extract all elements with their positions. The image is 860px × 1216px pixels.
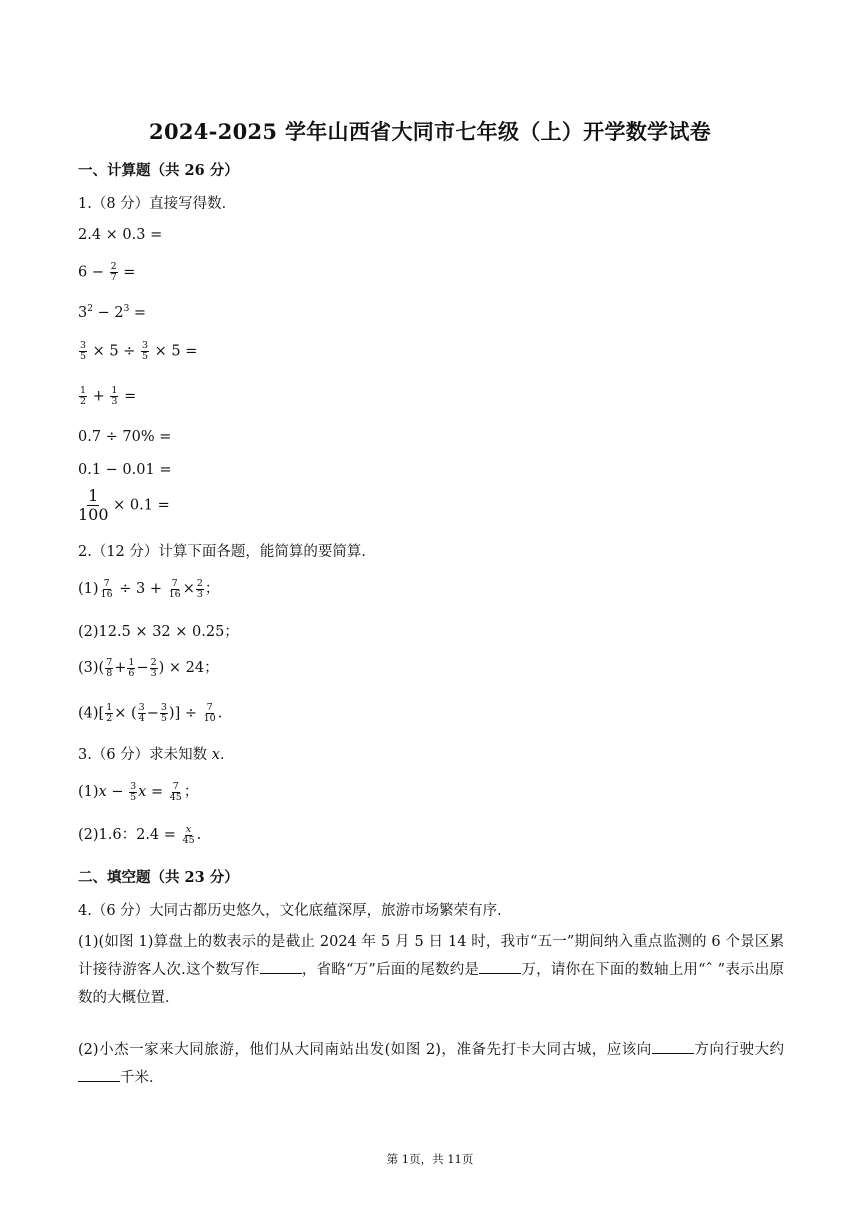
math-text: 5	[160, 713, 167, 724]
math-text: 3	[142, 340, 149, 351]
fraction	[79, 386, 87, 407]
math-text: 1	[106, 702, 113, 713]
math-text: × (	[114, 705, 137, 722]
page-title: 2024-2025 学年山西省大同市七年级（上）开学数学试卷	[149, 119, 711, 144]
math-text: 1	[88, 486, 99, 505]
q3-part-1	[78, 780, 198, 803]
q1-item-b	[78, 262, 135, 283]
math-text: 1	[111, 385, 118, 396]
math-text: 6	[128, 667, 135, 679]
answer-blank	[652, 1039, 694, 1054]
math-text: ÷ 3 +	[119, 581, 162, 597]
math-text: 3	[160, 702, 167, 713]
fraction	[150, 658, 158, 679]
math-text: 7	[110, 272, 117, 283]
math-text: 3	[130, 780, 137, 792]
answer-blank	[78, 1067, 120, 1082]
math-text: 3.（6 分）求未知数	[78, 747, 208, 763]
math-text: 5	[80, 351, 87, 362]
math-text: 2	[150, 656, 157, 668]
math-text: 4	[138, 713, 145, 724]
math-text: 7	[206, 702, 213, 713]
q2-part-2: (2)12.5 × 32 × 0.25；	[78, 624, 239, 640]
math-text: ) × 24；	[158, 660, 219, 676]
math-text: 5	[142, 351, 149, 362]
math-text: 万，请你在下面的数轴上用“ˆ ”表示出原数的大概位置．	[78, 962, 785, 1006]
math-text: (1)(如图 1)算盘上的数表示的是截止 2024 年 5 月 5 日 14 时，我市“五一”期间纳入重点监测的 6 个景区累计接待游客人次.这个数写作	[78, 934, 784, 978]
math-text: 1	[128, 656, 135, 668]
fraction	[78, 487, 109, 524]
math-text: x	[185, 823, 192, 835]
math-text: 7	[172, 780, 179, 792]
q1-item-d	[78, 341, 197, 362]
math-text: 7	[106, 656, 113, 668]
fraction	[127, 658, 135, 679]
math-text: x	[138, 784, 147, 800]
math-text: 6 −	[78, 264, 104, 281]
q4-part-2	[78, 1036, 784, 1092]
fraction	[196, 579, 204, 600]
fraction	[168, 579, 182, 600]
math-text: (2)小杰一家来大同旅游，他们从大同南站出发(如图 2)，准备先打卡大同古城，应该向	[78, 1042, 652, 1058]
q4-part-1	[78, 928, 784, 1012]
fraction	[203, 703, 217, 724]
q1-item-h	[78, 487, 170, 524]
math-text: 2	[106, 713, 113, 724]
fraction	[141, 341, 149, 362]
q2-heading: 2.（12 分）计算下面各题，能简算的要简算．	[78, 544, 376, 560]
math-text: (4)[	[78, 705, 105, 722]
q3-part-2	[78, 823, 201, 846]
math-text: 7	[103, 577, 110, 589]
math-text: 7	[171, 577, 178, 589]
math-text: ，省略“万”后面的尾数约是	[301, 962, 480, 978]
fraction	[110, 262, 118, 283]
math-text: (1)	[78, 784, 99, 800]
fraction	[160, 703, 168, 724]
fraction	[100, 579, 114, 600]
q3-heading	[78, 743, 234, 764]
fraction	[105, 658, 113, 679]
math-text: .	[217, 705, 223, 722]
fraction	[138, 703, 146, 724]
math-text: 2	[87, 304, 93, 314]
math-text: − 2	[92, 304, 124, 321]
q1-item-a: 2.4 × 0.3 =	[78, 227, 163, 243]
math-text: ．	[219, 747, 235, 763]
math-text: −	[136, 660, 149, 676]
fraction	[105, 703, 113, 724]
fraction	[110, 386, 118, 407]
math-text: 16	[168, 588, 181, 600]
math-text: × 0.1 =	[113, 497, 170, 514]
section-heading-calc: 一、计算题（共 26 分）	[78, 162, 239, 179]
math-text: =	[129, 304, 147, 321]
answer-blank	[479, 959, 521, 974]
math-text: 3	[196, 588, 203, 600]
math-text: 方向行驶大约	[693, 1042, 785, 1058]
math-text: 3	[111, 396, 118, 407]
fraction	[79, 341, 87, 362]
q1-item-f: 0.7 ÷ 70% =	[78, 429, 172, 445]
fraction	[169, 782, 183, 803]
math-text: 8	[106, 667, 113, 679]
page-footer: 第 1页，共 11页	[386, 1152, 474, 1166]
q2-part-3	[78, 656, 219, 679]
math-text: −	[111, 784, 124, 800]
section-heading-fill: 二、填空题（共 23 分）	[78, 869, 239, 886]
math-text: 16	[100, 588, 113, 600]
math-text: ×	[182, 581, 195, 597]
q2-part-4	[78, 703, 222, 724]
q4-heading: 4.（6 分）大同古都历史悠久，文化底蕴深厚，旅游市场繁荣有序．	[78, 903, 512, 919]
math-text: 3	[80, 340, 87, 351]
math-text: )] ÷	[168, 705, 197, 722]
q1-item-g: 0.1 − 0.01 =	[78, 462, 172, 478]
math-text: +	[114, 660, 127, 676]
math-text: 5	[130, 791, 137, 803]
math-text: =	[150, 784, 164, 800]
math-text: 100	[78, 505, 109, 524]
math-text: −	[146, 705, 159, 722]
fraction	[129, 782, 137, 803]
math-text: +	[92, 388, 105, 405]
math-text: (3)(	[78, 660, 105, 676]
math-text: 45	[169, 791, 182, 803]
math-text: 2	[80, 396, 87, 407]
math-text: × 5 ÷	[92, 343, 136, 360]
math-text: x	[98, 784, 107, 800]
math-text: 3	[123, 304, 130, 314]
math-text: =	[124, 388, 137, 405]
math-text: ；	[183, 784, 199, 800]
math-text: × 5 =	[154, 343, 198, 360]
math-text: 3	[138, 702, 145, 713]
math-text: (2)1.6：2.4 =	[78, 827, 176, 843]
q1-heading: 1.（8 分）直接写得数．	[78, 196, 237, 212]
math-text: 2	[110, 261, 117, 272]
q1-item-c	[78, 304, 146, 321]
math-text: .	[196, 827, 202, 843]
q2-part-1	[78, 577, 219, 600]
math-text: x	[211, 747, 220, 763]
math-text: 2	[196, 577, 203, 589]
answer-blank	[260, 959, 302, 974]
math-text: 千米．	[120, 1070, 164, 1086]
math-text: 3	[150, 667, 157, 679]
math-text: ；	[204, 581, 220, 597]
math-text: (1)	[78, 581, 99, 597]
fraction	[182, 825, 196, 846]
math-text: =	[123, 264, 136, 281]
q1-item-e	[78, 386, 136, 407]
math-text: 10	[203, 713, 216, 724]
math-text: 45	[182, 834, 195, 846]
math-text: 3	[78, 304, 88, 321]
math-text: 1	[80, 385, 87, 396]
